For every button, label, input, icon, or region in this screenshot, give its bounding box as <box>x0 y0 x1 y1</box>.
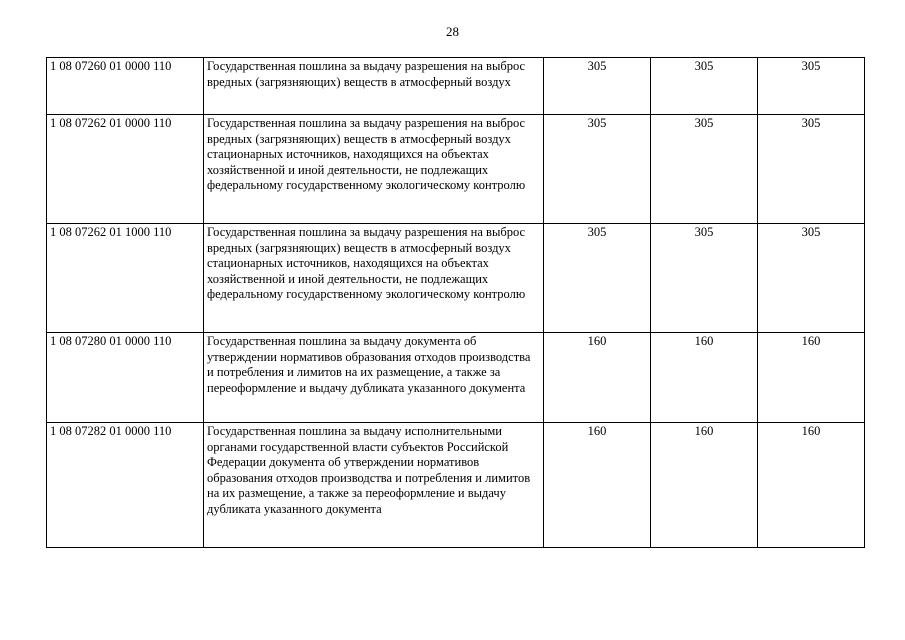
value-cell-year-1: 160 <box>544 423 651 548</box>
value-cell-year-3: 305 <box>758 115 865 224</box>
value-cell-year-2: 160 <box>651 333 758 423</box>
table-row <box>47 115 865 224</box>
table-row <box>47 423 865 548</box>
value-cell-year-2: 305 <box>651 115 758 224</box>
value-cell-year-2: 305 <box>651 58 758 115</box>
value-cell-year-3: 160 <box>758 333 865 423</box>
table-row <box>47 333 865 423</box>
kbk-code-cell: 1 08 07282 01 0000 110 <box>47 423 204 548</box>
table-row <box>47 224 865 333</box>
kbk-code-cell: 1 08 07280 01 0000 110 <box>47 333 204 423</box>
description-cell: Государственная пошлина за выдачу разрешения на выброс вредных (загрязняющих) веществ в атмосферный воздух стационарных источников, находящихся на объектах хозяйственной и иной деятельности, не подлежащих федеральному государственному экологическому контролю <box>204 115 544 224</box>
description-cell: Государственная пошлина за выдачу документа об утверждении нормативов образования отходов производства и потребления и лимитов на их размещение, а также за переоформление и выдачу дубликата указанного документа <box>204 333 544 423</box>
value-cell-year-2: 160 <box>651 423 758 548</box>
description-cell: Государственная пошлина за выдачу исполнительными органами государственной власти субъектов Российской Федерации документа об утверждении нормативов образования отходов производства и потребления и лимитов на их размещение, а также за переоформление и выдачу дубликата указанного документа <box>204 423 544 548</box>
kbk-code-cell: 1 08 07260 01 0000 110 <box>47 58 204 115</box>
kbk-code-cell: 1 08 07262 01 1000 110 <box>47 224 204 333</box>
table-row <box>47 58 865 115</box>
budget-revenue-table <box>46 57 865 548</box>
value-cell-year-2: 305 <box>651 224 758 333</box>
value-cell-year-1: 160 <box>544 333 651 423</box>
kbk-code-cell: 1 08 07262 01 0000 110 <box>47 115 204 224</box>
description-cell: Государственная пошлина за выдачу разрешения на выброс вредных (загрязняющих) веществ в атмосферный воздух <box>204 58 544 115</box>
value-cell-year-1: 305 <box>544 115 651 224</box>
description-cell: Государственная пошлина за выдачу разрешения на выброс вредных (загрязняющих) веществ в атмосферный воздух стационарных источников, находящихся на объектах хозяйственной и иной деятельности, не подлежащих федеральному государственному экологическому контролю <box>204 224 544 333</box>
page-number: 28 <box>446 24 459 39</box>
value-cell-year-1: 305 <box>544 224 651 333</box>
value-cell-year-3: 305 <box>758 224 865 333</box>
value-cell-year-3: 160 <box>758 423 865 548</box>
value-cell-year-1: 305 <box>544 58 651 115</box>
value-cell-year-3: 305 <box>758 58 865 115</box>
